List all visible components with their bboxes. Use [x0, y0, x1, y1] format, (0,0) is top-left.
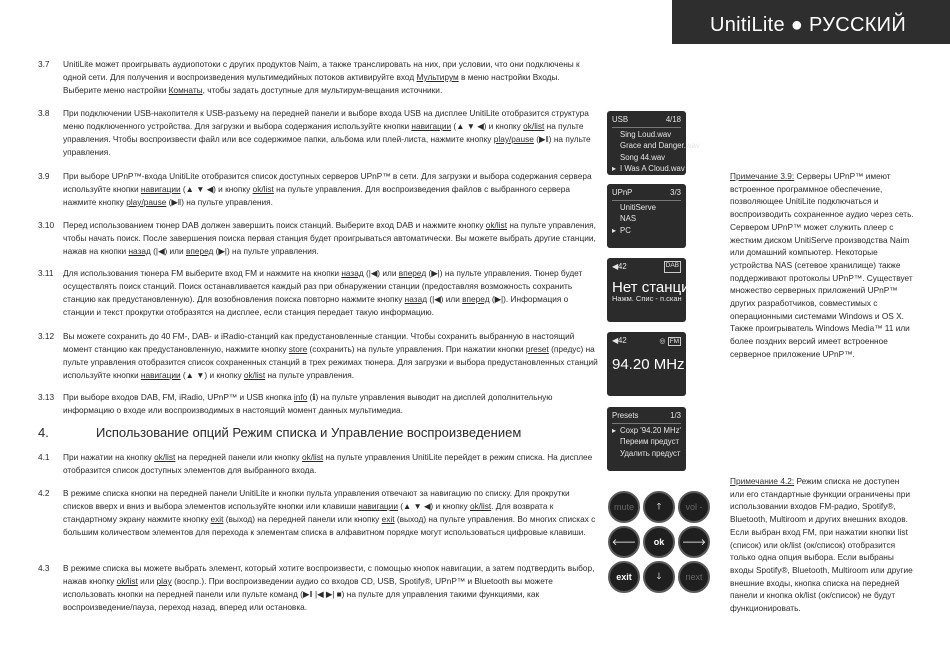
paragraph-number: 3.11	[38, 268, 54, 278]
header-bar	[672, 0, 950, 44]
control-name: ok/list	[485, 220, 508, 230]
presets-display	[607, 407, 686, 471]
paragraph-text: В режиме списка вы можете выбрать элемент, который хотите воспроизвести, с помощью кнопок навигации, а затем подтвердить выбор, нажав кнопку ok/list или play (воспр.). При воспроизведении аудио со входов CD, USB, Spotify®, UPnP™ и Bluetooth вы можете использовать кнопки на передней панели или пульте команд (▶‖ |◀ ▶| ■) на пульте для управления такими функциями, как воспроизведение/пауза, переход назад, вперед или остановка.	[63, 563, 595, 612]
control-name: назад	[404, 293, 428, 304]
mute-button[interactable]: mute	[608, 491, 640, 523]
arrow-right-icon: 🡒	[681, 536, 707, 547]
paragraph-text: Перед использованием тюнер DAB должен завершить поиск станций. Выберите вход DAB и нажмите кнопку ok/list на пульте управления, чтобы начать поиск. После завершения поиска первая станция будет проигрываться автоматически. Вы можете выбрать другие станции, нажав на кнопки назад (|◀) или вперед (▶|) на пульте управления.	[63, 220, 596, 256]
upnp-item: NAS	[620, 214, 637, 223]
presets-source-label: Presets	[612, 411, 639, 420]
control-name: навигации	[140, 369, 181, 380]
paragraph-number: 3.10	[38, 220, 55, 230]
exit-button[interactable]: exit	[608, 561, 640, 593]
control-name: ok/list	[116, 575, 138, 586]
arrow-up-icon: 🡑	[656, 501, 662, 511]
presets-display-header	[612, 410, 681, 424]
left-button[interactable]	[608, 526, 640, 558]
paragraph-number: 4.3	[38, 563, 50, 573]
paragraph-text: При подключении USB-накопителя к USB-разъему на передней панели и выборе входа USB на дисплее UnitiLite отобразится структура меню подключенного устройства. Для загрузки и выбора содержания используйте кнопки навигации (▲ ▼ ◀) и кнопку ok/list на пульте управления. Чтобы воспроизвести файл или все содержимое папки, альбома или плей-листа, нажмите кнопку play/pause (▶‖) на пульте управления.	[63, 108, 591, 157]
control-name: exit	[210, 513, 224, 524]
paragraph-text: Для использования тюнера FM выберите вход FM и нажмите на кнопки назад (|◀) или вперед (▶|) на пульте управления. Тюнер будет осуществлять поиск станций. Поиск останавливается каждый раз при обнаружении станции (предоставляя возможность сохранить станцию как предустановленную). Для возобновления поиска повторно нажмите кнопку назад (|◀) или вперед (▶|). Информация о станции и текст прокрутки отобразятся на дисплее, если станция передает такую информацию.	[63, 268, 583, 317]
paragraph-number: 3.12	[38, 331, 55, 341]
control-name: store	[288, 343, 308, 354]
control-name: назад	[128, 245, 151, 256]
paragraph-3-10	[38, 219, 598, 258]
control-name: вперед	[398, 268, 427, 278]
usb-item: Grace and Danger.wav	[620, 141, 700, 150]
fm-display	[607, 332, 686, 396]
paragraph-number: 3.8	[38, 108, 50, 118]
section-number: 4.	[38, 425, 49, 440]
paragraph-3-9	[38, 170, 598, 209]
volume-indicator	[612, 335, 627, 348]
control-name: play	[156, 575, 172, 586]
paragraph-number: 4.1	[38, 452, 50, 462]
dab-badge: DAB	[664, 261, 681, 273]
usb-item-selected: ▸ I Was A Cloud.wav	[612, 163, 681, 175]
control-name: навигации	[411, 120, 452, 131]
speaker-icon: ◀	[612, 262, 618, 271]
usb-source-label: USB	[612, 115, 629, 124]
paragraph-text: При нажатии на кнопку ok/list на передней панели или кнопку ok/list на пульте управления UnitiLite перейдет в режим списка. На дисплее отобразится список доступных элементов для выбранного входа.	[63, 452, 593, 475]
paragraph-4-2	[38, 487, 598, 539]
control-name: ok/list	[523, 120, 545, 131]
dab-main-text: Нет станций	[612, 278, 698, 296]
paragraph-3-13	[38, 391, 598, 417]
fm-frequency: 94.20 MHz	[612, 355, 685, 373]
usb-display-header	[612, 114, 681, 128]
paragraph-text: При выборе входов DAB, FM, iRadio, UPnP™ и USB кнопка info (ℹ) на пульте управления выводит на дисплей дополнительную информацию о входе или воспроизводимых в настоящий момент данных мультимедиа.	[63, 392, 553, 415]
paragraph-text: При выборе UPnP™-входа UnitiLite отобразится список доступных серверов UPnP™ в сети. Для загрузки и выбора содержания сервера используйте кнопки навигации (▲ ▼ ◀) и кнопку ok/list на пульте управления. Для воспроизведения файлов с выбранного сервера нажмите кнопку play/pause (▶‖) на пульте управления.	[63, 171, 592, 207]
usb-item: Sing Loud.wav	[620, 129, 672, 139]
note-label: Примечание 3.9:	[730, 171, 795, 181]
paragraph-number: 4.2	[38, 488, 50, 498]
presets-item: Переим предуст	[620, 437, 680, 446]
upnp-item: UnitiServe	[620, 202, 656, 212]
control-name: preset	[525, 343, 549, 354]
paragraph-3-12	[38, 330, 598, 382]
paragraph-4-1	[38, 451, 598, 477]
fm-volume: 42	[618, 336, 627, 345]
upnp-count: 3/3	[670, 188, 681, 197]
fm-display-header	[612, 335, 681, 349]
control-name: ok/list	[301, 452, 324, 462]
paragraph-text: В режиме списка кнопки на передней панели UnitiLite и кнопки пульта управления отвечают за навигацию по списку. Для прокрутки списков вверх и вниз и выбора элементов используйте кнопки или клавиши навигации (▲ ▼ ◀) и кнопку ok/list. Для возврата к стандартному экрану нажмите кнопку exit (выход) на передней панели или кнопку exit (выход) на пульте управления. Во многих списках с большим количеством элементов для перехода к элементам списка в алфавитном порядке могут использоваться цифровые клавиши.	[63, 488, 596, 537]
paragraph-3-11	[38, 267, 598, 319]
paragraph-text: UnitiLite может проигрывать аудиопотоки с других продуктов Naim, а также транслировать на них, при условии, что они подключены к одной сети. Для получения и воспроизведения мультимедийных потоков активируйте вход Мультирум в меню настройки Входы. Выберите меню настройки Комнаты, чтобы задать доступные для мультирум-вещания источники.	[63, 59, 580, 95]
presets-count: 1/3	[670, 411, 681, 420]
paragraph-3-7	[38, 58, 598, 97]
paragraph-number: 3.13	[38, 392, 55, 402]
control-name: Мультирум	[416, 71, 459, 82]
dab-display-header	[612, 261, 681, 274]
note-4-2	[730, 475, 915, 615]
usb-item: Song 44.wav	[620, 152, 666, 162]
paragraph-text: Вы можете сохранить до 40 FM-, DAB- и iRadio-станций как предустановленные станции. Чтобы сохранить выбранную в настоящий момент станцию как предустановленную, нажмите кнопку store (сохранить) на пульте управления. При нажатии кнопки preset (предус) на пульте управления отобразится список сохраненных станций в трех режимах тюнера. Для загрузки и выбора предустановленных станций используйте кнопки навигации (▲ ▼) и кнопку ok/list на пульте управления.	[63, 331, 598, 380]
control-name: ok/list	[469, 500, 492, 511]
right-button[interactable]	[678, 526, 710, 558]
note-text: Режим списка не доступен или его стандартные функции ограничены при использовании входов FM-радио, Spotify®, Bluetooth, Multiroom и других внешних входов. Если выбран вход FM, при нажатии кнопки list (список) или ok/list (ок/список) отобразится только одна опция выбора. Если выбраны входы Spotify®, Bluetooth, Multiroom или другие внешние входы, кнопка списка на передней панели и кнопка ok/list (ок/список) не будут функционировать.	[730, 476, 913, 614]
control-name: вперед	[462, 293, 490, 304]
volume-indicator	[612, 261, 627, 273]
control-name: ok/list	[154, 452, 176, 462]
control-name: навигации	[358, 500, 398, 511]
control-name: назад	[341, 268, 364, 278]
note-label: Примечание 4.2:	[730, 476, 795, 486]
usb-count: 4/18	[665, 115, 681, 124]
upnp-display-header	[612, 187, 681, 201]
stereo-icon: ◎	[659, 338, 666, 345]
dab-volume: 42	[618, 262, 627, 271]
section-title: Использование опций Режим списка и Управление воспроизведением	[96, 425, 522, 440]
fm-status	[659, 335, 681, 348]
paragraph-number: 3.7	[38, 59, 50, 69]
control-name: навигации	[140, 183, 181, 194]
next-button[interactable]: next	[678, 561, 710, 593]
paragraph-4-3	[38, 562, 598, 614]
control-name: ok/list	[252, 183, 274, 194]
control-name: вперед	[185, 245, 214, 256]
control-name: play/pause	[126, 196, 167, 207]
arrow-down-icon: 🡓	[656, 571, 662, 581]
speaker-icon: ◀	[612, 336, 618, 345]
upnp-display	[607, 184, 686, 248]
page-title: UnitiLite ● РУССКИЙ	[709, 14, 906, 36]
upnp-item-selected: ▸ PC	[612, 225, 681, 237]
usb-display	[607, 111, 700, 175]
down-button[interactable]	[643, 561, 675, 593]
paragraph-number: 3.9	[38, 171, 50, 181]
paragraph-3-8	[38, 107, 598, 159]
presets-item-selected: ▸ Сохр '94.20 MHz'	[612, 425, 681, 437]
vol-down-button[interactable]: vol -	[678, 491, 710, 523]
control-name: ok/list	[243, 369, 266, 380]
control-name: exit	[381, 513, 395, 524]
control-name: info	[293, 392, 308, 402]
ok-button[interactable]: ok	[643, 526, 675, 558]
dab-sub-text: Нажм. Спис - п.скан	[612, 294, 682, 303]
note-text: Серверы UPnP™ имеют встроенное программное обеспечение, позволяющее UnitiLite подключаться и воспроизводить сохраненное аудио через сеть. Сервером UPnP™ может служить плеер с жестким диском UnitiServe производства Naim или домашний компьютер. Некоторые устройства NAS (сетевое хранилище) также поддерживают протоколы UPnP™. Существует множество серверных приложений UPnP™ других разработчиков, совместимых с операционными системами Windows и OS X. Также проигрыватель Windows Media™ 11 или более поздних версий имеет встроенное серверное приложение UPnP™.	[730, 171, 914, 359]
control-name: Комнаты	[168, 84, 203, 95]
presets-item: Удалить предуст	[620, 448, 681, 458]
control-name: play/pause	[493, 133, 534, 144]
arrow-left-icon: 🡐	[611, 536, 637, 547]
up-button[interactable]	[643, 491, 675, 523]
upnp-source-label: UPnP	[612, 188, 633, 197]
fm-badge: FM	[669, 338, 679, 345]
note-3-9	[730, 170, 915, 361]
dab-display	[607, 258, 698, 322]
